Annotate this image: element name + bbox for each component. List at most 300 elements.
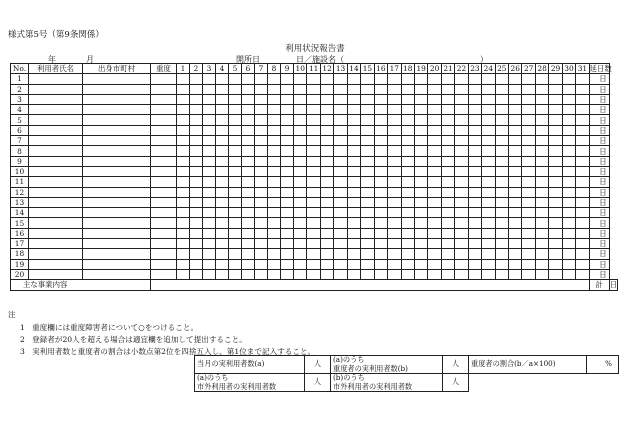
day-cell[interactable] <box>281 146 294 156</box>
origin-city-cell[interactable] <box>83 269 151 279</box>
day-cell[interactable] <box>535 125 548 135</box>
day-cell[interactable] <box>441 208 454 218</box>
total-days-cell[interactable]: 日 <box>589 177 609 187</box>
day-cell[interactable] <box>229 125 242 135</box>
day-cell[interactable] <box>307 249 320 259</box>
day-cell[interactable] <box>307 115 320 125</box>
total-days-sum-cell[interactable]: 日 <box>609 280 618 290</box>
day-cell[interactable] <box>334 105 347 115</box>
user-name-cell[interactable] <box>29 166 83 176</box>
day-cell[interactable] <box>562 74 575 84</box>
day-cell[interactable] <box>414 105 427 115</box>
day-cell[interactable] <box>509 166 522 176</box>
day-cell[interactable] <box>294 94 307 104</box>
day-cell[interactable] <box>535 187 548 197</box>
total-days-cell[interactable]: 日 <box>589 187 609 197</box>
day-cell[interactable] <box>320 166 333 176</box>
day-cell[interactable] <box>347 156 360 166</box>
day-cell[interactable] <box>190 259 203 269</box>
day-cell[interactable] <box>255 115 268 125</box>
day-cell[interactable] <box>468 115 481 125</box>
day-cell[interactable] <box>281 259 294 269</box>
day-cell[interactable] <box>255 177 268 187</box>
day-cell[interactable] <box>428 94 441 104</box>
day-cell[interactable] <box>216 84 229 94</box>
day-cell[interactable] <box>294 166 307 176</box>
day-cell[interactable] <box>294 269 307 279</box>
day-cell[interactable] <box>455 187 468 197</box>
day-cell[interactable] <box>455 228 468 238</box>
day-cell[interactable] <box>347 105 360 115</box>
day-cell[interactable] <box>229 156 242 166</box>
day-cell[interactable] <box>388 177 401 187</box>
day-cell[interactable] <box>268 249 281 259</box>
day-cell[interactable] <box>255 146 268 156</box>
day-cell[interactable] <box>522 156 535 166</box>
day-cell[interactable] <box>401 197 414 207</box>
day-cell[interactable] <box>177 74 190 84</box>
day-cell[interactable] <box>428 105 441 115</box>
day-cell[interactable] <box>229 239 242 249</box>
severity-cell[interactable] <box>151 177 177 187</box>
day-cell[interactable] <box>320 197 333 207</box>
day-cell[interactable] <box>177 125 190 135</box>
day-cell[interactable] <box>562 269 575 279</box>
day-cell[interactable] <box>307 105 320 115</box>
day-cell[interactable] <box>347 74 360 84</box>
day-cell[interactable] <box>307 187 320 197</box>
day-cell[interactable] <box>334 156 347 166</box>
day-cell[interactable] <box>441 166 454 176</box>
day-cell[interactable] <box>535 136 548 146</box>
day-cell[interactable] <box>414 146 427 156</box>
day-cell[interactable] <box>388 105 401 115</box>
day-cell[interactable] <box>203 177 216 187</box>
day-cell[interactable] <box>576 177 589 187</box>
day-cell[interactable] <box>294 259 307 269</box>
day-cell[interactable] <box>455 208 468 218</box>
day-cell[interactable] <box>468 197 481 207</box>
day-cell[interactable] <box>562 125 575 135</box>
day-cell[interactable] <box>281 218 294 228</box>
day-cell[interactable] <box>522 187 535 197</box>
day-cell[interactable] <box>441 94 454 104</box>
day-cell[interactable] <box>482 197 495 207</box>
day-cell[interactable] <box>190 125 203 135</box>
day-cell[interactable] <box>177 115 190 125</box>
day-cell[interactable] <box>268 197 281 207</box>
day-cell[interactable] <box>388 208 401 218</box>
day-cell[interactable] <box>320 218 333 228</box>
day-cell[interactable] <box>495 197 508 207</box>
outside-severe-unit[interactable]: 人 <box>443 374 469 392</box>
total-days-cell[interactable]: 日 <box>589 197 609 207</box>
day-cell[interactable] <box>255 166 268 176</box>
origin-city-cell[interactable] <box>83 177 151 187</box>
day-cell[interactable] <box>242 105 255 115</box>
day-cell[interactable] <box>576 125 589 135</box>
day-cell[interactable] <box>255 269 268 279</box>
user-name-cell[interactable] <box>29 208 83 218</box>
day-cell[interactable] <box>441 125 454 135</box>
day-cell[interactable] <box>177 84 190 94</box>
day-cell[interactable] <box>468 125 481 135</box>
day-cell[interactable] <box>190 84 203 94</box>
day-cell[interactable] <box>562 208 575 218</box>
day-cell[interactable] <box>468 187 481 197</box>
severity-cell[interactable] <box>151 136 177 146</box>
day-cell[interactable] <box>441 156 454 166</box>
origin-city-cell[interactable] <box>83 105 151 115</box>
day-cell[interactable] <box>535 218 548 228</box>
day-cell[interactable] <box>414 269 427 279</box>
day-cell[interactable] <box>549 269 562 279</box>
severity-cell[interactable] <box>151 156 177 166</box>
day-cell[interactable] <box>441 218 454 228</box>
day-cell[interactable] <box>361 74 374 84</box>
day-cell[interactable] <box>535 166 548 176</box>
day-cell[interactable] <box>549 156 562 166</box>
day-cell[interactable] <box>455 125 468 135</box>
day-cell[interactable] <box>216 208 229 218</box>
day-cell[interactable] <box>562 105 575 115</box>
day-cell[interactable] <box>509 239 522 249</box>
day-cell[interactable] <box>203 218 216 228</box>
day-cell[interactable] <box>216 115 229 125</box>
total-days-cell[interactable]: 日 <box>589 94 609 104</box>
day-cell[interactable] <box>468 259 481 269</box>
day-cell[interactable] <box>177 105 190 115</box>
day-cell[interactable] <box>401 94 414 104</box>
day-cell[interactable] <box>428 228 441 238</box>
day-cell[interactable] <box>374 218 387 228</box>
day-cell[interactable] <box>482 177 495 187</box>
day-cell[interactable] <box>229 269 242 279</box>
total-days-cell[interactable]: 日 <box>589 218 609 228</box>
day-cell[interactable] <box>361 218 374 228</box>
day-cell[interactable] <box>374 74 387 84</box>
day-cell[interactable] <box>177 187 190 197</box>
day-cell[interactable] <box>509 125 522 135</box>
day-cell[interactable] <box>229 177 242 187</box>
day-cell[interactable] <box>307 177 320 187</box>
day-cell[interactable] <box>535 197 548 207</box>
day-cell[interactable] <box>549 166 562 176</box>
day-cell[interactable] <box>509 197 522 207</box>
day-cell[interactable] <box>190 146 203 156</box>
day-cell[interactable] <box>428 249 441 259</box>
day-cell[interactable] <box>468 84 481 94</box>
day-cell[interactable] <box>255 259 268 269</box>
day-cell[interactable] <box>294 105 307 115</box>
day-cell[interactable] <box>216 125 229 135</box>
day-cell[interactable] <box>455 249 468 259</box>
day-cell[interactable] <box>535 249 548 259</box>
severity-cell[interactable] <box>151 228 177 238</box>
day-cell[interactable] <box>203 74 216 84</box>
day-cell[interactable] <box>535 239 548 249</box>
severity-cell[interactable] <box>151 249 177 259</box>
day-cell[interactable] <box>401 74 414 84</box>
day-cell[interactable] <box>374 208 387 218</box>
day-cell[interactable] <box>495 208 508 218</box>
day-cell[interactable] <box>509 259 522 269</box>
day-cell[interactable] <box>509 146 522 156</box>
day-cell[interactable] <box>268 218 281 228</box>
day-cell[interactable] <box>374 84 387 94</box>
day-cell[interactable] <box>388 269 401 279</box>
day-cell[interactable] <box>361 249 374 259</box>
day-cell[interactable] <box>307 197 320 207</box>
day-cell[interactable] <box>455 218 468 228</box>
day-cell[interactable] <box>334 166 347 176</box>
day-cell[interactable] <box>414 136 427 146</box>
day-cell[interactable] <box>509 177 522 187</box>
day-cell[interactable] <box>334 125 347 135</box>
day-cell[interactable] <box>361 228 374 238</box>
user-name-cell[interactable] <box>29 94 83 104</box>
day-cell[interactable] <box>535 208 548 218</box>
day-cell[interactable] <box>549 218 562 228</box>
day-cell[interactable] <box>203 239 216 249</box>
day-cell[interactable] <box>203 125 216 135</box>
day-cell[interactable] <box>401 208 414 218</box>
day-cell[interactable] <box>294 177 307 187</box>
day-cell[interactable] <box>334 249 347 259</box>
day-cell[interactable] <box>334 187 347 197</box>
day-cell[interactable] <box>522 146 535 156</box>
day-cell[interactable] <box>294 197 307 207</box>
day-cell[interactable] <box>455 136 468 146</box>
day-cell[interactable] <box>468 228 481 238</box>
day-cell[interactable] <box>281 249 294 259</box>
day-cell[interactable] <box>509 94 522 104</box>
user-name-cell[interactable] <box>29 269 83 279</box>
day-cell[interactable] <box>281 125 294 135</box>
day-cell[interactable] <box>255 187 268 197</box>
day-cell[interactable] <box>334 94 347 104</box>
day-cell[interactable] <box>190 105 203 115</box>
day-cell[interactable] <box>242 166 255 176</box>
day-cell[interactable] <box>401 187 414 197</box>
severity-cell[interactable] <box>151 125 177 135</box>
total-days-cell[interactable]: 日 <box>589 239 609 249</box>
day-cell[interactable] <box>455 197 468 207</box>
day-cell[interactable] <box>495 239 508 249</box>
day-cell[interactable] <box>509 156 522 166</box>
day-cell[interactable] <box>549 84 562 94</box>
day-cell[interactable] <box>495 228 508 238</box>
day-cell[interactable] <box>294 74 307 84</box>
day-cell[interactable] <box>441 177 454 187</box>
day-cell[interactable] <box>495 218 508 228</box>
day-cell[interactable] <box>495 115 508 125</box>
day-cell[interactable] <box>522 136 535 146</box>
origin-city-cell[interactable] <box>83 218 151 228</box>
day-cell[interactable] <box>190 218 203 228</box>
day-cell[interactable] <box>562 156 575 166</box>
day-cell[interactable] <box>229 259 242 269</box>
day-cell[interactable] <box>216 166 229 176</box>
day-cell[interactable] <box>361 156 374 166</box>
day-cell[interactable] <box>388 115 401 125</box>
day-cell[interactable] <box>562 187 575 197</box>
day-cell[interactable] <box>401 269 414 279</box>
day-cell[interactable] <box>242 187 255 197</box>
severity-cell[interactable] <box>151 94 177 104</box>
day-cell[interactable] <box>307 228 320 238</box>
day-cell[interactable] <box>242 228 255 238</box>
day-cell[interactable] <box>347 228 360 238</box>
day-cell[interactable] <box>374 156 387 166</box>
severity-cell[interactable] <box>151 208 177 218</box>
origin-city-cell[interactable] <box>83 249 151 259</box>
user-name-cell[interactable] <box>29 197 83 207</box>
day-cell[interactable] <box>177 218 190 228</box>
day-cell[interactable] <box>361 239 374 249</box>
total-days-cell[interactable]: 日 <box>589 136 609 146</box>
day-cell[interactable] <box>229 228 242 238</box>
day-cell[interactable] <box>190 239 203 249</box>
day-cell[interactable] <box>294 239 307 249</box>
day-cell[interactable] <box>229 208 242 218</box>
day-cell[interactable] <box>482 115 495 125</box>
day-cell[interactable] <box>334 208 347 218</box>
day-cell[interactable] <box>216 228 229 238</box>
day-cell[interactable] <box>281 156 294 166</box>
day-cell[interactable] <box>535 105 548 115</box>
day-cell[interactable] <box>268 208 281 218</box>
day-cell[interactable] <box>482 187 495 197</box>
day-cell[interactable] <box>428 156 441 166</box>
day-cell[interactable] <box>177 269 190 279</box>
total-days-cell[interactable]: 日 <box>589 156 609 166</box>
day-cell[interactable] <box>203 84 216 94</box>
day-cell[interactable] <box>242 259 255 269</box>
total-days-cell[interactable]: 日 <box>589 249 609 259</box>
day-cell[interactable] <box>294 136 307 146</box>
day-cell[interactable] <box>455 177 468 187</box>
day-cell[interactable] <box>281 115 294 125</box>
origin-city-cell[interactable] <box>83 208 151 218</box>
day-cell[interactable] <box>347 94 360 104</box>
day-cell[interactable] <box>549 74 562 84</box>
day-cell[interactable] <box>347 166 360 176</box>
day-cell[interactable] <box>414 218 427 228</box>
day-cell[interactable] <box>281 228 294 238</box>
day-cell[interactable] <box>190 249 203 259</box>
day-cell[interactable] <box>190 115 203 125</box>
day-cell[interactable] <box>216 94 229 104</box>
day-cell[interactable] <box>374 115 387 125</box>
day-cell[interactable] <box>441 197 454 207</box>
day-cell[interactable] <box>307 269 320 279</box>
day-cell[interactable] <box>255 84 268 94</box>
day-cell[interactable] <box>320 125 333 135</box>
origin-city-cell[interactable] <box>83 115 151 125</box>
day-cell[interactable] <box>414 177 427 187</box>
day-cell[interactable] <box>441 146 454 156</box>
origin-city-cell[interactable] <box>83 94 151 104</box>
origin-city-cell[interactable] <box>83 125 151 135</box>
day-cell[interactable] <box>177 177 190 187</box>
day-cell[interactable] <box>203 94 216 104</box>
day-cell[interactable] <box>374 269 387 279</box>
user-name-cell[interactable] <box>29 146 83 156</box>
day-cell[interactable] <box>549 187 562 197</box>
day-cell[interactable] <box>334 84 347 94</box>
day-cell[interactable] <box>388 166 401 176</box>
user-name-cell[interactable] <box>29 74 83 84</box>
user-name-cell[interactable] <box>29 84 83 94</box>
day-cell[interactable] <box>509 105 522 115</box>
day-cell[interactable] <box>307 146 320 156</box>
day-cell[interactable] <box>229 146 242 156</box>
day-cell[interactable] <box>562 197 575 207</box>
day-cell[interactable] <box>255 218 268 228</box>
day-cell[interactable] <box>388 146 401 156</box>
day-cell[interactable] <box>177 197 190 207</box>
day-cell[interactable] <box>361 94 374 104</box>
day-cell[interactable] <box>268 74 281 84</box>
day-cell[interactable] <box>229 115 242 125</box>
day-cell[interactable] <box>482 239 495 249</box>
day-cell[interactable] <box>414 239 427 249</box>
day-cell[interactable] <box>190 177 203 187</box>
user-name-cell[interactable] <box>29 105 83 115</box>
day-cell[interactable] <box>374 228 387 238</box>
user-name-cell[interactable] <box>29 115 83 125</box>
day-cell[interactable] <box>522 228 535 238</box>
day-cell[interactable] <box>242 125 255 135</box>
day-cell[interactable] <box>268 259 281 269</box>
day-cell[interactable] <box>468 74 481 84</box>
day-cell[interactable] <box>482 228 495 238</box>
day-cell[interactable] <box>347 187 360 197</box>
day-cell[interactable] <box>190 269 203 279</box>
user-name-cell[interactable] <box>29 249 83 259</box>
day-cell[interactable] <box>347 269 360 279</box>
day-cell[interactable] <box>495 269 508 279</box>
day-cell[interactable] <box>361 115 374 125</box>
day-cell[interactable] <box>177 249 190 259</box>
severity-cell[interactable] <box>151 74 177 84</box>
day-cell[interactable] <box>549 94 562 104</box>
day-cell[interactable] <box>242 269 255 279</box>
day-cell[interactable] <box>242 146 255 156</box>
day-cell[interactable] <box>242 239 255 249</box>
day-cell[interactable] <box>549 146 562 156</box>
day-cell[interactable] <box>562 177 575 187</box>
day-cell[interactable] <box>281 208 294 218</box>
day-cell[interactable] <box>549 125 562 135</box>
day-cell[interactable] <box>229 166 242 176</box>
day-cell[interactable] <box>576 74 589 84</box>
day-cell[interactable] <box>522 115 535 125</box>
day-cell[interactable] <box>401 125 414 135</box>
day-cell[interactable] <box>468 136 481 146</box>
day-cell[interactable] <box>482 249 495 259</box>
day-cell[interactable] <box>320 74 333 84</box>
day-cell[interactable] <box>320 259 333 269</box>
day-cell[interactable] <box>468 146 481 156</box>
day-cell[interactable] <box>255 239 268 249</box>
day-cell[interactable] <box>576 249 589 259</box>
day-cell[interactable] <box>455 105 468 115</box>
day-cell[interactable] <box>190 187 203 197</box>
day-cell[interactable] <box>549 228 562 238</box>
day-cell[interactable] <box>320 269 333 279</box>
